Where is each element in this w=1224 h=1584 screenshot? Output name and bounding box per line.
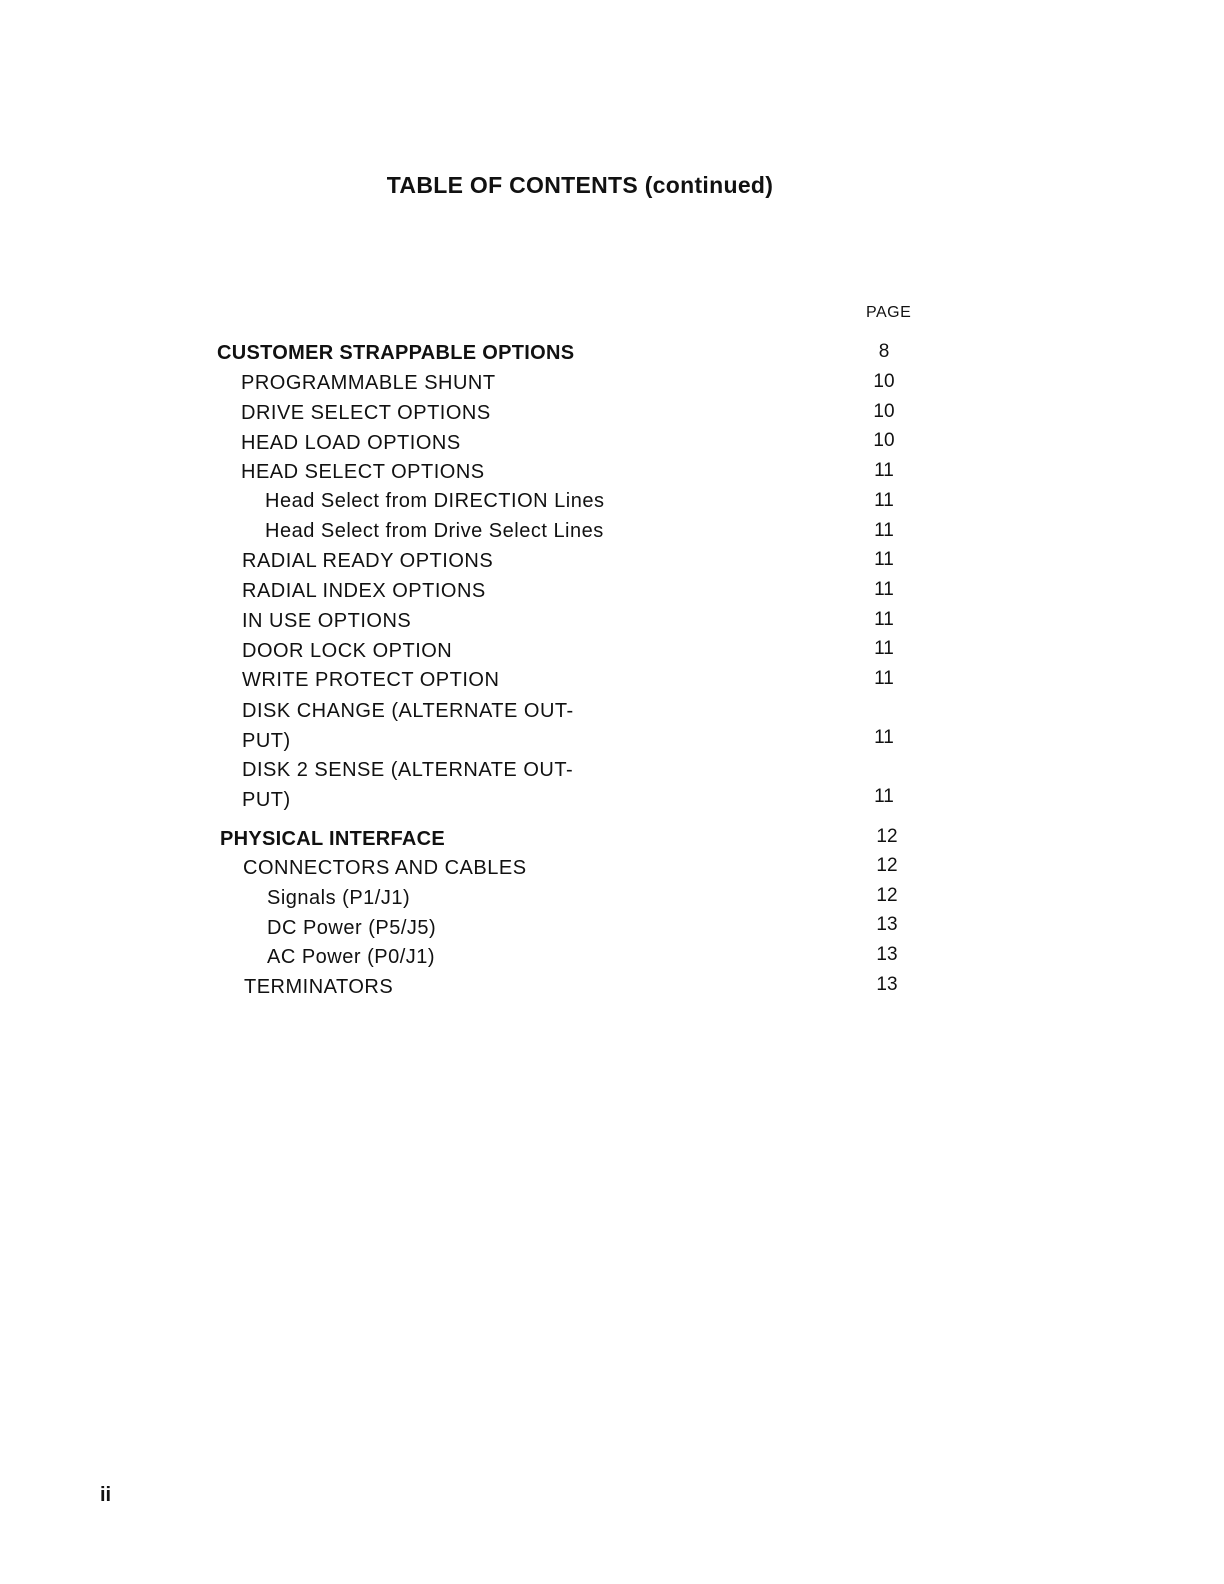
toc-entry-drive-select-options[interactable]: DRIVE SELECT OPTIONS <box>241 402 491 424</box>
toc-page-number: 13 <box>876 974 898 995</box>
toc-page-number: 13 <box>876 914 898 935</box>
toc-page-number: 8 <box>878 341 890 362</box>
toc-section-physical-interface[interactable]: PHYSICAL INTERFACE <box>220 828 446 850</box>
toc-subentry-ac-power[interactable]: AC Power (P0/J1) <box>267 946 436 968</box>
toc-entry-write-protect-option[interactable]: WRITE PROTECT OPTION <box>242 669 500 691</box>
toc-subentry-head-select-drive-select[interactable]: Head Select from Drive Select Lines <box>265 520 604 542</box>
toc-page-number: 11 <box>874 490 894 511</box>
toc-page-number: 11 <box>874 520 894 541</box>
toc-subentry-signals[interactable]: Signals (P1/J1) <box>267 887 411 909</box>
toc-subentry-dc-power[interactable]: DC Power (P5/J5) <box>267 917 437 939</box>
toc-entry-disk-change-continued[interactable]: PUT) <box>242 730 291 752</box>
toc-page-number: 11 <box>874 460 894 481</box>
toc-entry-disk-change[interactable]: DISK CHANGE (ALTERNATE OUT- <box>242 700 574 722</box>
toc-entry-radial-ready-options[interactable]: RADIAL READY OPTIONS <box>242 550 494 572</box>
toc-page-number: 11 <box>874 609 894 630</box>
toc-page-number: 11 <box>874 786 894 807</box>
toc-page-number: 12 <box>876 885 898 906</box>
toc-page-number: 11 <box>874 727 894 748</box>
toc-entry-radial-index-options[interactable]: RADIAL INDEX OPTIONS <box>242 580 486 602</box>
toc-entry-head-load-options[interactable]: HEAD LOAD OPTIONS <box>241 432 461 454</box>
toc-entry-disk-2-sense[interactable]: DISK 2 SENSE (ALTERNATE OUT- <box>242 759 574 781</box>
toc-page-number: 11 <box>874 668 894 689</box>
toc-entry-programmable-shunt[interactable]: PROGRAMMABLE SHUNT <box>241 372 496 394</box>
toc-entry-connectors-and-cables[interactable]: CONNECTORS AND CABLES <box>243 857 527 879</box>
page-title: TABLE OF CONTENTS (continued) <box>386 172 774 198</box>
toc-entry-head-select-options[interactable]: HEAD SELECT OPTIONS <box>241 461 485 483</box>
toc-section-customer-strappable-options[interactable]: CUSTOMER STRAPPABLE OPTIONS <box>217 342 575 364</box>
toc-entry-disk-2-sense-continued[interactable]: PUT) <box>242 789 291 811</box>
toc-page-number: 10 <box>873 401 895 422</box>
toc-page-number: 10 <box>873 430 895 451</box>
page-folio: ii <box>100 1484 112 1506</box>
toc-subentry-head-select-direction[interactable]: Head Select from DIRECTION Lines <box>265 490 605 512</box>
toc-entry-door-lock-option[interactable]: DOOR LOCK OPTION <box>242 640 453 662</box>
toc-page-number: 11 <box>874 549 894 570</box>
toc-page-number: 13 <box>876 944 898 965</box>
toc-page-number: 12 <box>876 855 898 876</box>
page-column-header: PAGE <box>866 304 912 321</box>
toc-entry-in-use-options[interactable]: IN USE OPTIONS <box>242 610 412 632</box>
toc-page-number: 10 <box>873 371 895 392</box>
toc-page-number: 11 <box>874 638 894 659</box>
toc-page-number: 11 <box>874 579 894 600</box>
toc-page-number: 12 <box>876 826 898 847</box>
toc-entry-terminators[interactable]: TERMINATORS <box>244 976 394 998</box>
